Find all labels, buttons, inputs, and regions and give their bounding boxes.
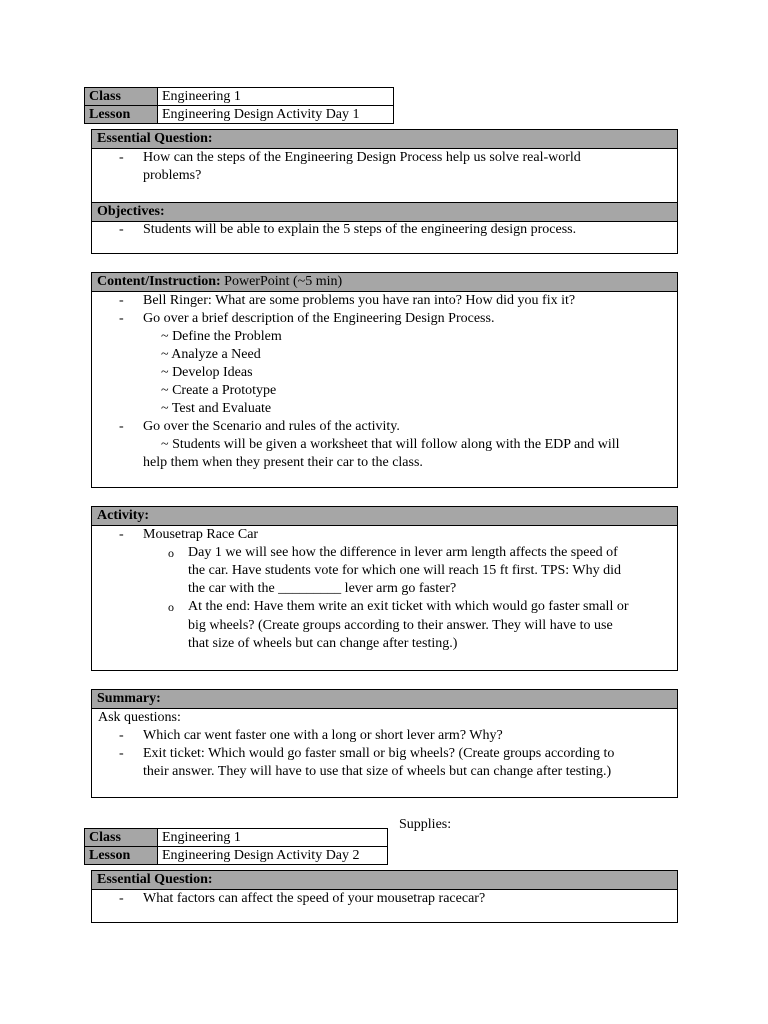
activity-sub1-cont: the car. Have students vote for which one will reach 15 ft first. TPS: Why did — [188, 563, 622, 578]
lesson2-essential-question-section — [91, 870, 678, 923]
supplies-label: Supplies: — [399, 817, 452, 832]
summary-question-2-cont: their answer. They will have to use that size of wheels but can change after testing.) — [143, 764, 612, 779]
edp-step: ~ Define the Problem — [161, 329, 282, 344]
essential-question-section — [91, 129, 678, 254]
essential-question-text: How can the steps of the Engineering Design Process help us solve real-world — [143, 150, 581, 165]
lesson-label: Lesson — [85, 847, 158, 865]
edp-step: ~ Create a Prototype — [161, 383, 277, 398]
dash-bullet: - — [119, 311, 124, 326]
class-label: Class — [85, 829, 158, 847]
essential-question-heading: Essential Question: — [92, 130, 677, 149]
edp-step: ~ Analyze a Need — [161, 347, 261, 362]
summary-intro: Ask questions: — [98, 710, 181, 725]
essential-question-text: What factors can affect the speed of your mousetrap racecar? — [143, 891, 486, 906]
lesson1-info-table — [84, 87, 394, 124]
edp-step: ~ Develop Ideas — [161, 365, 253, 380]
summary-heading: Summary: — [92, 690, 677, 709]
activity-sub1: Day 1 we will see how the difference in lever arm length affects the speed of — [188, 545, 618, 560]
dash-bullet: - — [119, 150, 124, 165]
class-value: Engineering 1 — [158, 829, 388, 847]
summary-question-2: Exit ticket: Which would go faster small or big wheels? (Create groups according to — [143, 746, 615, 761]
activity-item: Mousetrap Race Car — [143, 527, 259, 542]
activity-heading: Activity: — [92, 507, 677, 526]
summary-section — [91, 689, 678, 798]
dash-bullet: - — [119, 527, 124, 542]
worksheet-text-cont: help them when they present their car to the class. — [143, 455, 423, 470]
circle-bullet: o — [168, 546, 174, 560]
content-heading: Content/Instruction: PowerPoint (~5 min) — [92, 273, 677, 292]
content-instruction-section — [91, 272, 678, 488]
summary-question-1: Which car went faster one with a long or short lever arm? Why? — [143, 728, 503, 743]
essential-question-heading: Essential Question: — [92, 871, 677, 890]
dash-bullet: - — [119, 728, 124, 743]
dash-bullet: - — [119, 293, 124, 308]
objectives-text: Students will be able to explain the 5 steps of the engineering design process. — [143, 222, 577, 237]
lesson-value: Engineering Design Activity Day 2 — [158, 847, 388, 865]
class-value: Engineering 1 — [158, 88, 394, 106]
circle-bullet: o — [168, 600, 174, 614]
scenario-text: Go over the Scenario and rules of the activity. — [143, 419, 400, 434]
class-label: Class — [85, 88, 158, 106]
dash-bullet: - — [119, 222, 124, 237]
edp-step: ~ Test and Evaluate — [161, 401, 272, 416]
activity-sub2-cont: that size of wheels but can change after testing.) — [188, 636, 458, 651]
dash-bullet: - — [119, 419, 124, 434]
essential-question-text-cont: problems? — [143, 168, 202, 183]
activity-sub2-cont: big wheels? (Create groups according to their answer. They will have to use — [188, 618, 613, 633]
lesson2-info-table — [84, 828, 388, 865]
activity-sub2: At the end: Have them write an exit ticket with which would go faster small or — [188, 599, 629, 614]
objectives-heading: Objectives: — [92, 202, 677, 222]
dash-bullet: - — [119, 746, 124, 761]
activity-section — [91, 506, 678, 671]
activity-sub1-cont: the car with the _________ lever arm go faster? — [188, 581, 457, 596]
bell-ringer-text: Bell Ringer: What are some problems you have ran into? How did you fix it? — [143, 293, 576, 308]
overview-text: Go over a brief description of the Engineering Design Process. — [143, 311, 495, 326]
worksheet-text: ~ Students will be given a worksheet that will follow along with the EDP and will — [161, 437, 620, 452]
lesson-value: Engineering Design Activity Day 1 — [158, 106, 394, 124]
lesson-label: Lesson — [85, 106, 158, 124]
dash-bullet: - — [119, 891, 124, 906]
